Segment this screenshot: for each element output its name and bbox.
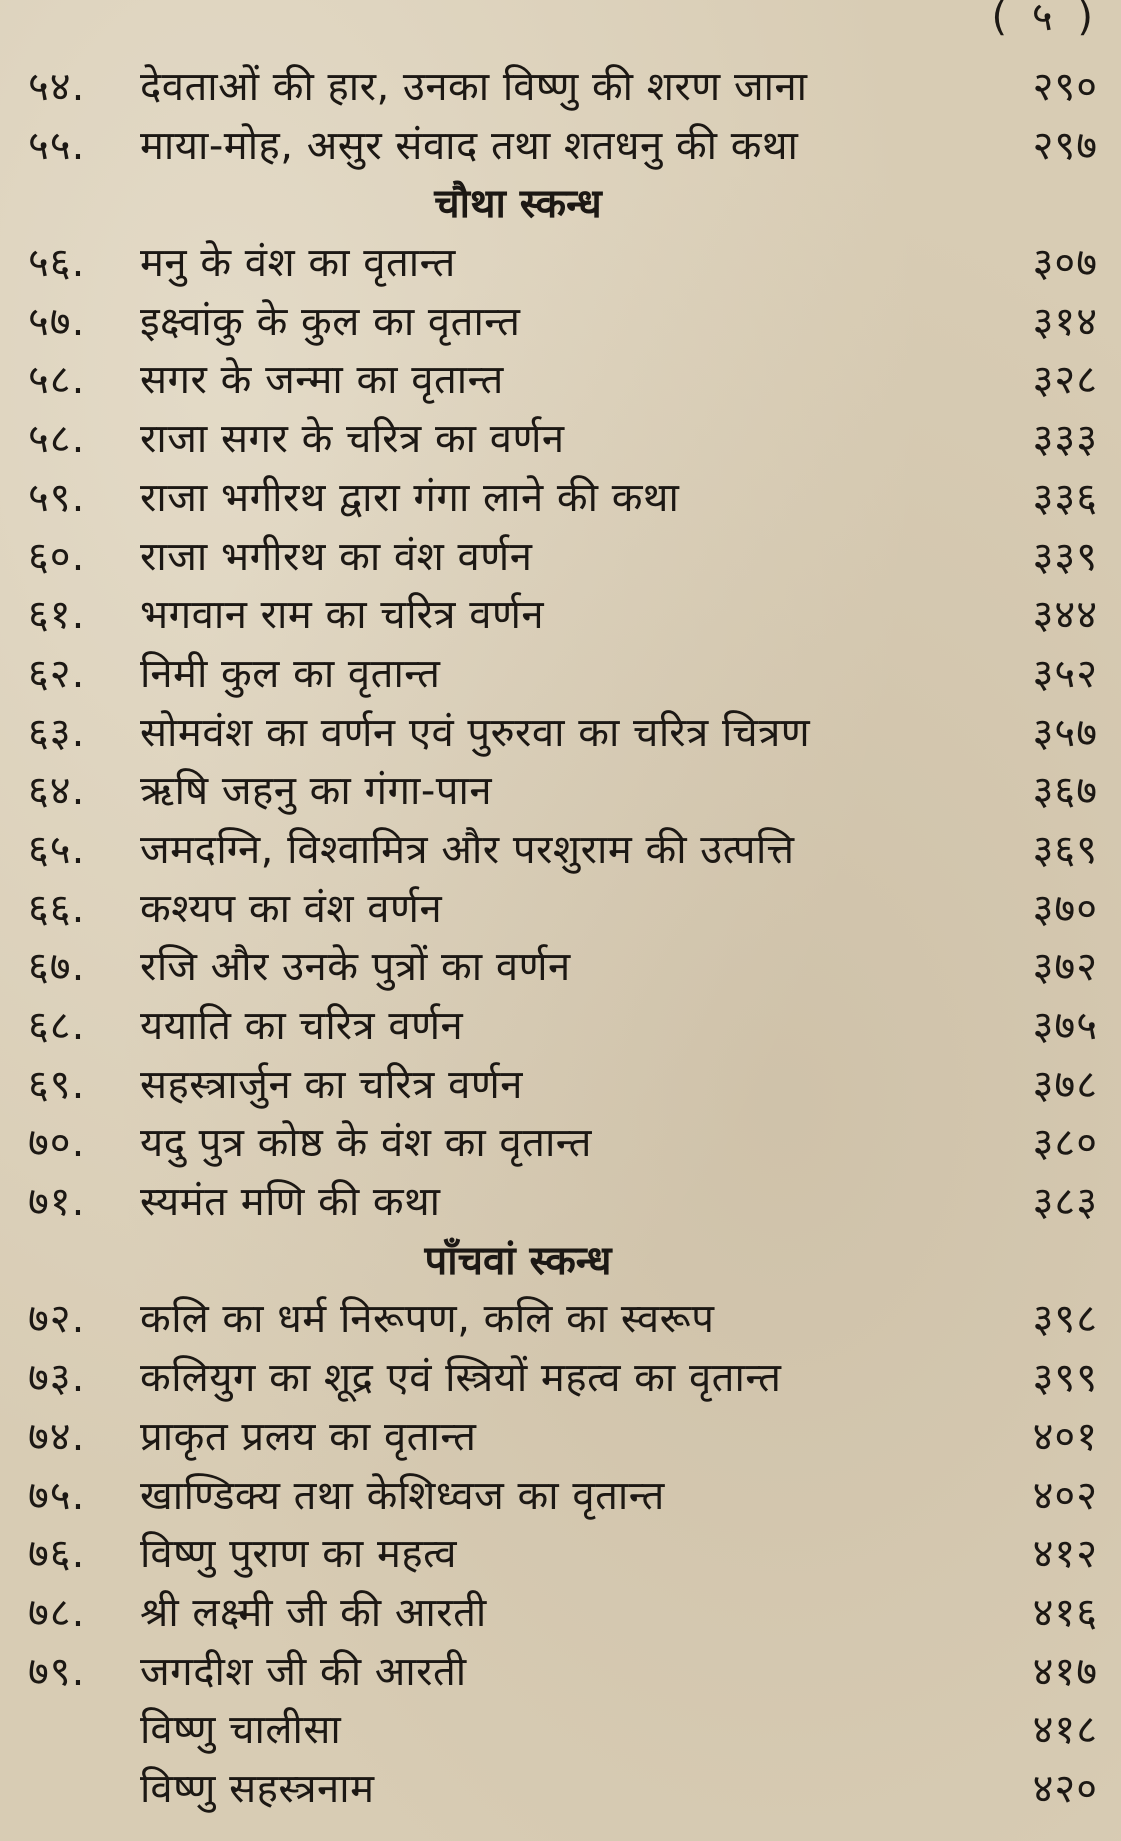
toc-entry — [28, 1349, 1098, 1408]
entry-number: ६१. — [28, 592, 86, 639]
entry-title: विष्णु चालीसा — [140, 1707, 342, 1754]
entry-page-number: ३३६ — [1032, 474, 1098, 521]
entry-page-number: ३७८ — [1032, 1061, 1098, 1108]
entry-page-number: ३९८ — [1032, 1296, 1098, 1343]
entry-title: कलियुग का शूद्र एवं स्त्रियों महत्व का वृतान्त — [140, 1355, 782, 1402]
entry-number: ५६. — [28, 240, 86, 287]
entry-page-number: ३५२ — [1032, 650, 1098, 697]
entry-title: ययाति का चरित्र वर्णन — [140, 1003, 464, 1049]
entry-page-number: ३३९ — [1032, 533, 1098, 580]
entry-number: ७५. — [28, 1472, 86, 1519]
section-heading: चौथा स्कन्ध — [434, 181, 602, 228]
entry-number: ७३. — [28, 1355, 86, 1402]
entry-title: देवताओं की हार, उनका विष्णु की शरण जाना — [140, 64, 808, 110]
entry-number: ६४. — [28, 768, 86, 815]
entry-title: सोमवंश का वर्णन एवं पुरुरवा का चरित्र चित्रण — [140, 709, 811, 756]
entry-page-number: ४०१ — [1032, 1413, 1098, 1460]
entry-number: ६०. — [28, 533, 86, 580]
entry-title: निमी कुल का वृतान्त — [140, 650, 441, 697]
table-of-contents — [28, 58, 1098, 1819]
toc-entry — [28, 821, 1098, 880]
toc-entry — [28, 293, 1098, 352]
entry-title: राजा भगीरथ का वंश वर्णन — [140, 533, 533, 580]
toc-entry — [28, 1643, 1098, 1702]
entry-page-number: ३२८ — [1032, 357, 1098, 404]
toc-entry — [28, 351, 1098, 410]
entry-number: ५७. — [28, 298, 86, 345]
toc-entry — [28, 1467, 1098, 1526]
entry-number: ६३. — [28, 709, 86, 756]
page-number: ( ५ ) — [991, 0, 1099, 40]
section-heading: पाँचवां स्कन्ध — [424, 1237, 612, 1284]
entry-title: सहस्त्रार्जुन का चरित्र वर्णन — [140, 1061, 523, 1108]
entry-page-number: ३६९ — [1032, 826, 1098, 873]
entry-number: ६५. — [28, 826, 86, 873]
entry-number: ७६. — [28, 1531, 86, 1578]
entry-page-number: ४१२ — [1032, 1531, 1098, 1578]
toc-entry — [28, 586, 1098, 645]
entry-title: रजि और उनके पुत्रों का वर्णन — [140, 944, 571, 991]
entry-page-number: ३७० — [1032, 885, 1098, 932]
entry-title: यदु पुत्र कोष्ठ के वंश का वृतान्त — [140, 1120, 592, 1167]
entry-number: ६२. — [28, 650, 86, 697]
entry-number: ७८. — [28, 1589, 86, 1636]
entry-page-number: ३३३ — [1032, 416, 1098, 463]
entry-number: ५९. — [28, 474, 86, 521]
entry-title: राजा सगर के चरित्र का वर्णन — [140, 416, 565, 463]
toc-entry — [28, 58, 1098, 117]
entry-page-number: ३१४ — [1032, 298, 1098, 345]
entry-title: विष्णु सहस्त्रनाम — [140, 1765, 375, 1812]
toc-entry — [28, 1701, 1098, 1760]
entry-page-number: ३६७ — [1032, 768, 1098, 815]
toc-entry — [28, 1760, 1098, 1819]
entry-number: ७२. — [28, 1296, 86, 1343]
entry-title: स्यमंत मणि की कथा — [140, 1179, 441, 1226]
toc-entry — [28, 938, 1098, 997]
entry-title: कश्यप का वंश वर्णन — [140, 885, 443, 932]
entry-page-number: ४१८ — [1032, 1707, 1098, 1754]
entry-page-number: ३८३ — [1032, 1179, 1098, 1226]
entry-title: विष्णु पुराण का महत्व — [140, 1531, 457, 1578]
toc-entry — [28, 234, 1098, 293]
entry-number: ५८. — [28, 357, 86, 404]
toc-entry — [28, 880, 1098, 939]
entry-page-number: २९० — [1032, 64, 1098, 110]
entry-number: ७४. — [28, 1413, 86, 1460]
entry-number: ७१. — [28, 1179, 86, 1226]
entry-page-number: ३९९ — [1032, 1355, 1098, 1402]
entry-page-number: ३०७ — [1032, 240, 1098, 287]
entry-number: ५५. — [28, 122, 86, 169]
entry-title: इक्ष्वांकु के कुल का वृतान्त — [140, 298, 521, 345]
entry-number: ५८. — [28, 416, 86, 463]
entry-title: राजा भगीरथ द्वारा गंगा लाने की कथा — [140, 474, 680, 521]
entry-title: जगदीश जी की आरती — [140, 1648, 467, 1695]
entry-title: खाण्डिक्य तथा केशिध्वज का वृतान्त — [140, 1472, 665, 1519]
entry-page-number: ४०२ — [1032, 1472, 1098, 1519]
entry-title: ऋषि जहनु का गंगा-पान — [140, 768, 493, 815]
toc-entry — [28, 1525, 1098, 1584]
entry-title: माया-मोह, असुर संवाद तथा शतधनु की कथा — [140, 122, 799, 169]
toc-entry — [28, 1290, 1098, 1349]
toc-entry — [28, 117, 1098, 176]
entry-number: ७०. — [28, 1120, 86, 1167]
entry-page-number: ४२० — [1032, 1765, 1098, 1812]
entry-title: मनु के वंश का वृतान्त — [140, 240, 456, 287]
entry-title: प्राकृत प्रलय का वृतान्त — [140, 1413, 477, 1460]
entry-title: श्री लक्ष्मी जी की आरती — [140, 1589, 487, 1636]
toc-entry — [28, 645, 1098, 704]
toc-entry — [28, 410, 1098, 469]
toc-entry — [28, 1056, 1098, 1115]
entry-page-number: ३७५ — [1032, 1003, 1098, 1049]
entry-number: ६६. — [28, 885, 86, 932]
entry-page-number: ३४४ — [1032, 592, 1098, 639]
toc-entry — [28, 704, 1098, 763]
entry-page-number: २९७ — [1032, 122, 1098, 169]
entry-page-number: ४१७ — [1032, 1648, 1098, 1695]
toc-entry — [28, 1173, 1098, 1232]
toc-entry — [28, 1408, 1098, 1467]
entry-page-number: ३७२ — [1032, 944, 1098, 991]
toc-entry — [28, 469, 1098, 528]
entry-number: ६९. — [28, 1061, 86, 1108]
entry-page-number: ४१६ — [1032, 1589, 1098, 1636]
entry-title: जमदग्नि, विश्वामित्र और परशुराम की उत्पत्ति — [140, 826, 795, 873]
entry-title: भगवान राम का चरित्र वर्णन — [140, 592, 545, 639]
entry-page-number: ३८० — [1032, 1120, 1098, 1167]
toc-entry — [28, 1584, 1098, 1643]
entry-page-number: ३५७ — [1032, 709, 1098, 756]
toc-entry — [28, 1114, 1098, 1173]
toc-entry — [28, 762, 1098, 821]
entry-title: सगर के जन्मा का वृतान्त — [140, 357, 504, 404]
toc-entry — [28, 528, 1098, 587]
entry-number: ६८. — [28, 1003, 86, 1049]
entry-title: कलि का धर्म निरूपण, कलि का स्वरूप — [140, 1296, 715, 1343]
toc-entry — [28, 997, 1098, 1056]
entry-number: ६७. — [28, 944, 86, 991]
entry-number: ७९. — [28, 1648, 86, 1695]
entry-number: ५४. — [28, 64, 86, 110]
